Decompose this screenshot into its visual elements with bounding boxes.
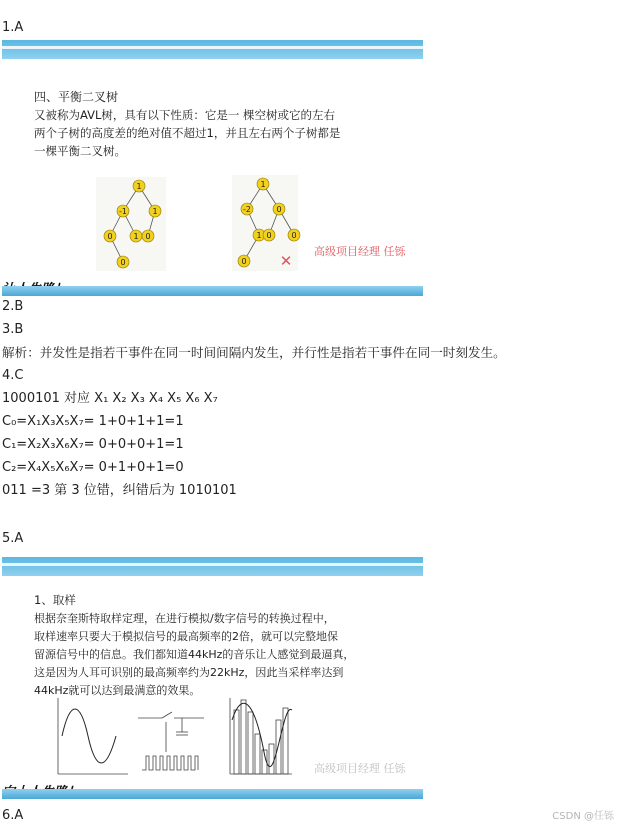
slide-footer-bar — [2, 286, 423, 296]
tree-node-label: -2 — [243, 205, 251, 214]
answer-2: 2.B — [2, 299, 24, 314]
slide-paragraph: 又被称为AVL树，具有以下性质：它是一 棵空树或它的左右 两个子树的高度差的绝对值不超过1，并且左右两个子树都是 一棵平衡二叉树。 — [34, 108, 341, 158]
slide-watermark: 高级项目经理 任铄 — [314, 245, 406, 258]
tree-node-label: 0 — [120, 258, 126, 267]
tree-node-label: 0 — [291, 231, 297, 240]
answer-4: 4.C — [2, 368, 24, 383]
tree-node-label: 1 — [133, 232, 139, 241]
slide-heading: 1、取样 — [34, 593, 76, 607]
slide-heading: 四、平衡二叉树 — [34, 90, 119, 104]
answer-4-c2: C₂=X₄X₅X₆X₇= 0+1+0+1=0 — [2, 460, 184, 475]
tree-node-label: 0 — [241, 257, 247, 266]
answer-5: 5.A — [2, 531, 24, 546]
answer-1: 1.A — [2, 20, 24, 35]
answer-3-explanation: 解析：并发性是指若干事件在同一时间间隔内发生，并行性是指若干事件在同一时刻发生。 — [2, 345, 506, 360]
tree-node-label: 1 — [136, 182, 142, 191]
slide-balanced-binary-tree — [2, 40, 423, 296]
slide-header-bar — [2, 557, 423, 576]
cross-mark-icon: ✕ — [279, 252, 293, 270]
slide-header-bar — [2, 40, 423, 59]
tree-node-label: 0 — [276, 205, 282, 214]
answer-4-c0: C₀=X₁X₃X₅X₇= 1+0+1+1=1 — [2, 414, 184, 429]
answer-4-c1: C₁=X₂X₃X₆X₇= 0+0+0+1=1 — [2, 437, 184, 452]
avl-tree-diagram — [92, 173, 332, 273]
tree-node-label: 0 — [266, 231, 272, 240]
answer-6: 6.A — [2, 808, 24, 823]
slide-sampling — [2, 557, 423, 799]
tree-node-label: 0 — [145, 232, 151, 241]
tree-node-label: 0 — [107, 232, 113, 241]
csdn-footer: CSDN @任铄 — [552, 811, 614, 822]
answer-4-mapping: 1000101 对应 X₁ X₂ X₃ X₄ X₅ X₆ X₇ — [2, 391, 218, 406]
slide-footer-bar — [2, 789, 423, 799]
answer-3: 3.B — [2, 322, 24, 337]
answer-4-correction: 011 =3 第 3 位错，纠错后为 1010101 — [2, 483, 237, 498]
tree-node-label: 1 — [256, 231, 262, 240]
sampling-diagram — [42, 690, 302, 778]
tree-node-label: 1 — [152, 207, 158, 216]
slide-watermark: 高级项目经理 任铄 — [314, 762, 406, 775]
tree-node-label: 1 — [260, 180, 266, 189]
slide-paragraph: 根据奈奎斯特取样定理，在进行模拟/数字信号的转换过程中， 取样速率只要大于模拟信号的最高频率的2倍，就可以完整地保 留源信号中的信息。我们都知道44kHz的音乐让人感觉到最逼真， 这是因为人耳可识别的最高频率约为22kHz，因此当采样率达到 44kHz就可以达到最满意的效果。 — [34, 612, 355, 697]
tree-node-label: -1 — [119, 207, 127, 216]
